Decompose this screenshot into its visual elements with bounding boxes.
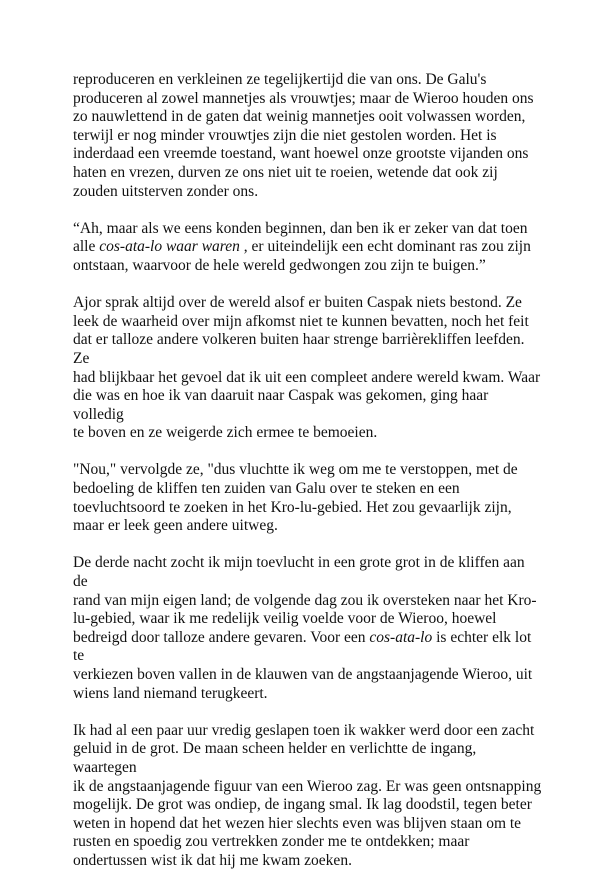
- paragraph-5: [73, 554, 543, 703]
- paragraph-2-text-a: “Ah, maar als we eens konden beginnen, dan ben ik er zeker van dat toen alle: [73, 219, 528, 256]
- paragraph-5-italic-term: cos-ata-lo: [369, 628, 433, 646]
- paragraph-5-text-a: De derde nacht zocht ik mijn toevlucht in een grote grot in de kliffen aan de rand van mijn eigen land; de volgende dag zou ik oversteken naar het Kro- lu-gebied, waar ik me redelijk veilig voelde voor de Wieroo, hoewel bedreigd door talloze andere gevaren. Voor een: [73, 554, 537, 646]
- paragraph-1-text: reproduceren en verkleinen ze tegelijkertijd die van ons. De Galu's produceren al zowel mannetjes als vrouwtjes; maar de Wieroo houden ons zo nauwlettend in de gaten dat weinig mannetjes ooit volwassen worden, terwijl er nog minder vrouwtjes zijn die niet gestolen worden. Het is inderdaad een vreemde toestand, want hoewel onze grootste vijanden ons haten en vrezen, durven ze ons niet uit te roeien, wetende dat ook zij zouden uitsterven zonder ons.: [73, 71, 534, 200]
- paragraph-2-text-b: , er uiteindelijk een echt dominant ras zou zijn ontstaan, waarvoor de hele wereld gedwongen zou zijn te buigen.”: [73, 238, 531, 274]
- paragraph-6: [73, 722, 543, 871]
- paragraph-6-text: Ik had al een paar uur vredig geslapen toen ik wakker werd door een zacht geluid in de grot. De maan scheen helder en verlichtte de ingang, waartegen ik de angstaanjagende figuur van een Wieroo zag. Er was geen ontsnapping mogelijk. De grot was ondiep, de ingang smal. Ik lag doodstil, tegen beter weten in hopend dat het wezen hier slechts even was blijven staan om te rusten en spoedig zou vertrekken zonder me te ontdekken; maar ondertussen wist ik dat hij me kwam zoeken.: [73, 721, 542, 869]
- paragraph-2: [73, 220, 543, 276]
- paragraph-1: [73, 71, 543, 201]
- document-page: [73, 71, 543, 871]
- paragraph-2-italic-term: cos-ata-lo waar waren: [99, 238, 240, 256]
- paragraph-4: [73, 461, 543, 535]
- paragraph-3-text: Ajor sprak altijd over de wereld alsof er buiten Caspak niets bestond. Ze leek de waarheid over mijn afkomst niet te kunnen bevatten, noch het feit dat er talloze andere volkeren buiten haar strenge barrièrekliffen leefden. Ze had blijkbaar het gevoel dat ik uit een compleet andere wereld kwam. Waar die was en hoe ik van daaruit naar Caspak was gekomen, ging haar volledig te boven en ze weigerde zich ermee te bemoeien.: [73, 294, 541, 442]
- paragraph-4-text: "Nou," vervolgde ze, "dus vluchtte ik weg om me te verstoppen, met de bedoeling de kliffen ten zuiden van Galu over te steken en een toevluchtsoord te zoeken in het Kro-lu-gebied. Het zou gevaarlijk zijn, maar er leek geen andere uitweg.: [73, 461, 518, 535]
- paragraph-5-text-b: is echter elk lot te verkiezen boven vallen in de klauwen van de angstaanjagende Wieroo, uit wiens land niemand terugkeert.: [73, 628, 533, 702]
- paragraph-3: [73, 294, 543, 443]
